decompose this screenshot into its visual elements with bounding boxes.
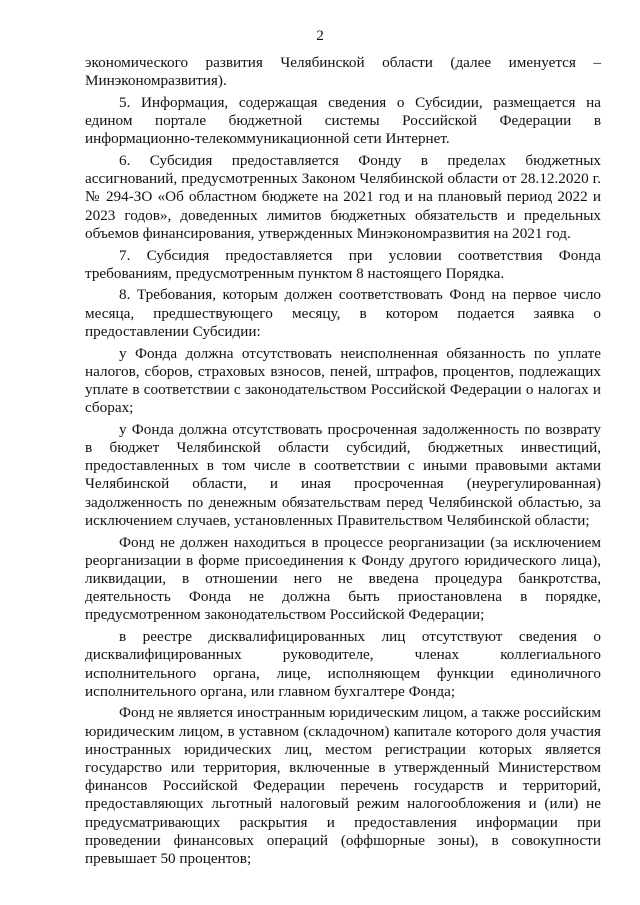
page-number: 2 [316, 27, 324, 44]
paragraph-item-5: 5. Информация, содержащая сведения о Субсидии, размещается на едином портале бюджетной системы Российской Федерации в информационно-телекоммуникационной сети Интернет. [85, 93, 601, 148]
requirement-not-foreign-entity: Фонд не является иностранным юридическим лицом, а также российским юридическим лицом, в уставном (складочном) капитале которого доля участия иностранных юридических лиц, местом регистрации которых является государство или территория, включенные в утвержденный Министерством финансов Российской Федерации перечень государств и территорий, предоставляющих льготный налоговый режим налогообложения и (или) не предусматривающих раскрытия и предоставления информации при проведении финансовых операций (оффшорные зоны), в совокупности превышает 50 процентов; [85, 704, 601, 868]
paragraph-item-7: 7. Субсидия предоставляется при условии соответствия Фонда требованиям, предусмотренным пунктом 8 настоящего Порядка. [85, 246, 601, 282]
document-body [85, 54, 601, 872]
paragraph-item-6: 6. Субсидия предоставляется Фонду в пределах бюджетных ассигнований, предусмотренных Законом Челябинской области от 28.12.2020 г. № 294-ЗО «Об областном бюджете на 2021 год и на плановый период 2022 и 2023 годов», доведенных лимитов бюджетных обязательств и предельных объемов финансирования, утвержденных Минэкономразвития на 2021 год. [85, 152, 601, 242]
requirement-no-reorganization: Фонд не должен находиться в процессе реорганизации (за исключением реорганизации в форме присоединения к Фонду другого юридического лица), ликвидации, в отношении него не введена процедура банкротства, деятельность Фонда не должна быть приостановлена в порядке, предусмотренном законодательством Российской Федерации; [85, 533, 601, 624]
requirement-no-disqualified-persons: в реестре дисквалифицированных лиц отсутствуют сведения о дисквалифицированных руководителе, членах коллегиального исполнительного органа, лице, исполняющем функции единоличного исполнительного органа, или главном бухгалтере Фонда; [85, 628, 601, 700]
paragraph-item-8: 8. Требования, которым должен соответствовать Фонд на первое число месяца, предшествующего месяцу, в котором подается заявка о предоставлении Субсидии: [85, 286, 601, 340]
requirement-no-tax-debt: у Фонда должна отсутствовать неисполненная обязанность по уплате налогов, сборов, страховых взносов, пеней, штрафов, процентов, подлежащих уплате в соответствии с законодательством Российской Федерации о налогах и сборах; [85, 344, 601, 417]
paragraph-continuation: экономического развития Челябинской области (далее именуется – Минэкономразвития). [85, 54, 601, 90]
requirement-no-overdue-debt: у Фонда должна отсутствовать просроченная задолженность по возврату в бюджет Челябинской области субсидий, бюджетных инвестиций, предоставленных в том числе в соответствии с иными правовыми актами Челябинской области, и иная просроченная (неурегулированная) задолженность по денежным обязательствам перед Челябинской областью, за исключением случаев, установленных Правительством Челябинской области; [85, 420, 601, 529]
